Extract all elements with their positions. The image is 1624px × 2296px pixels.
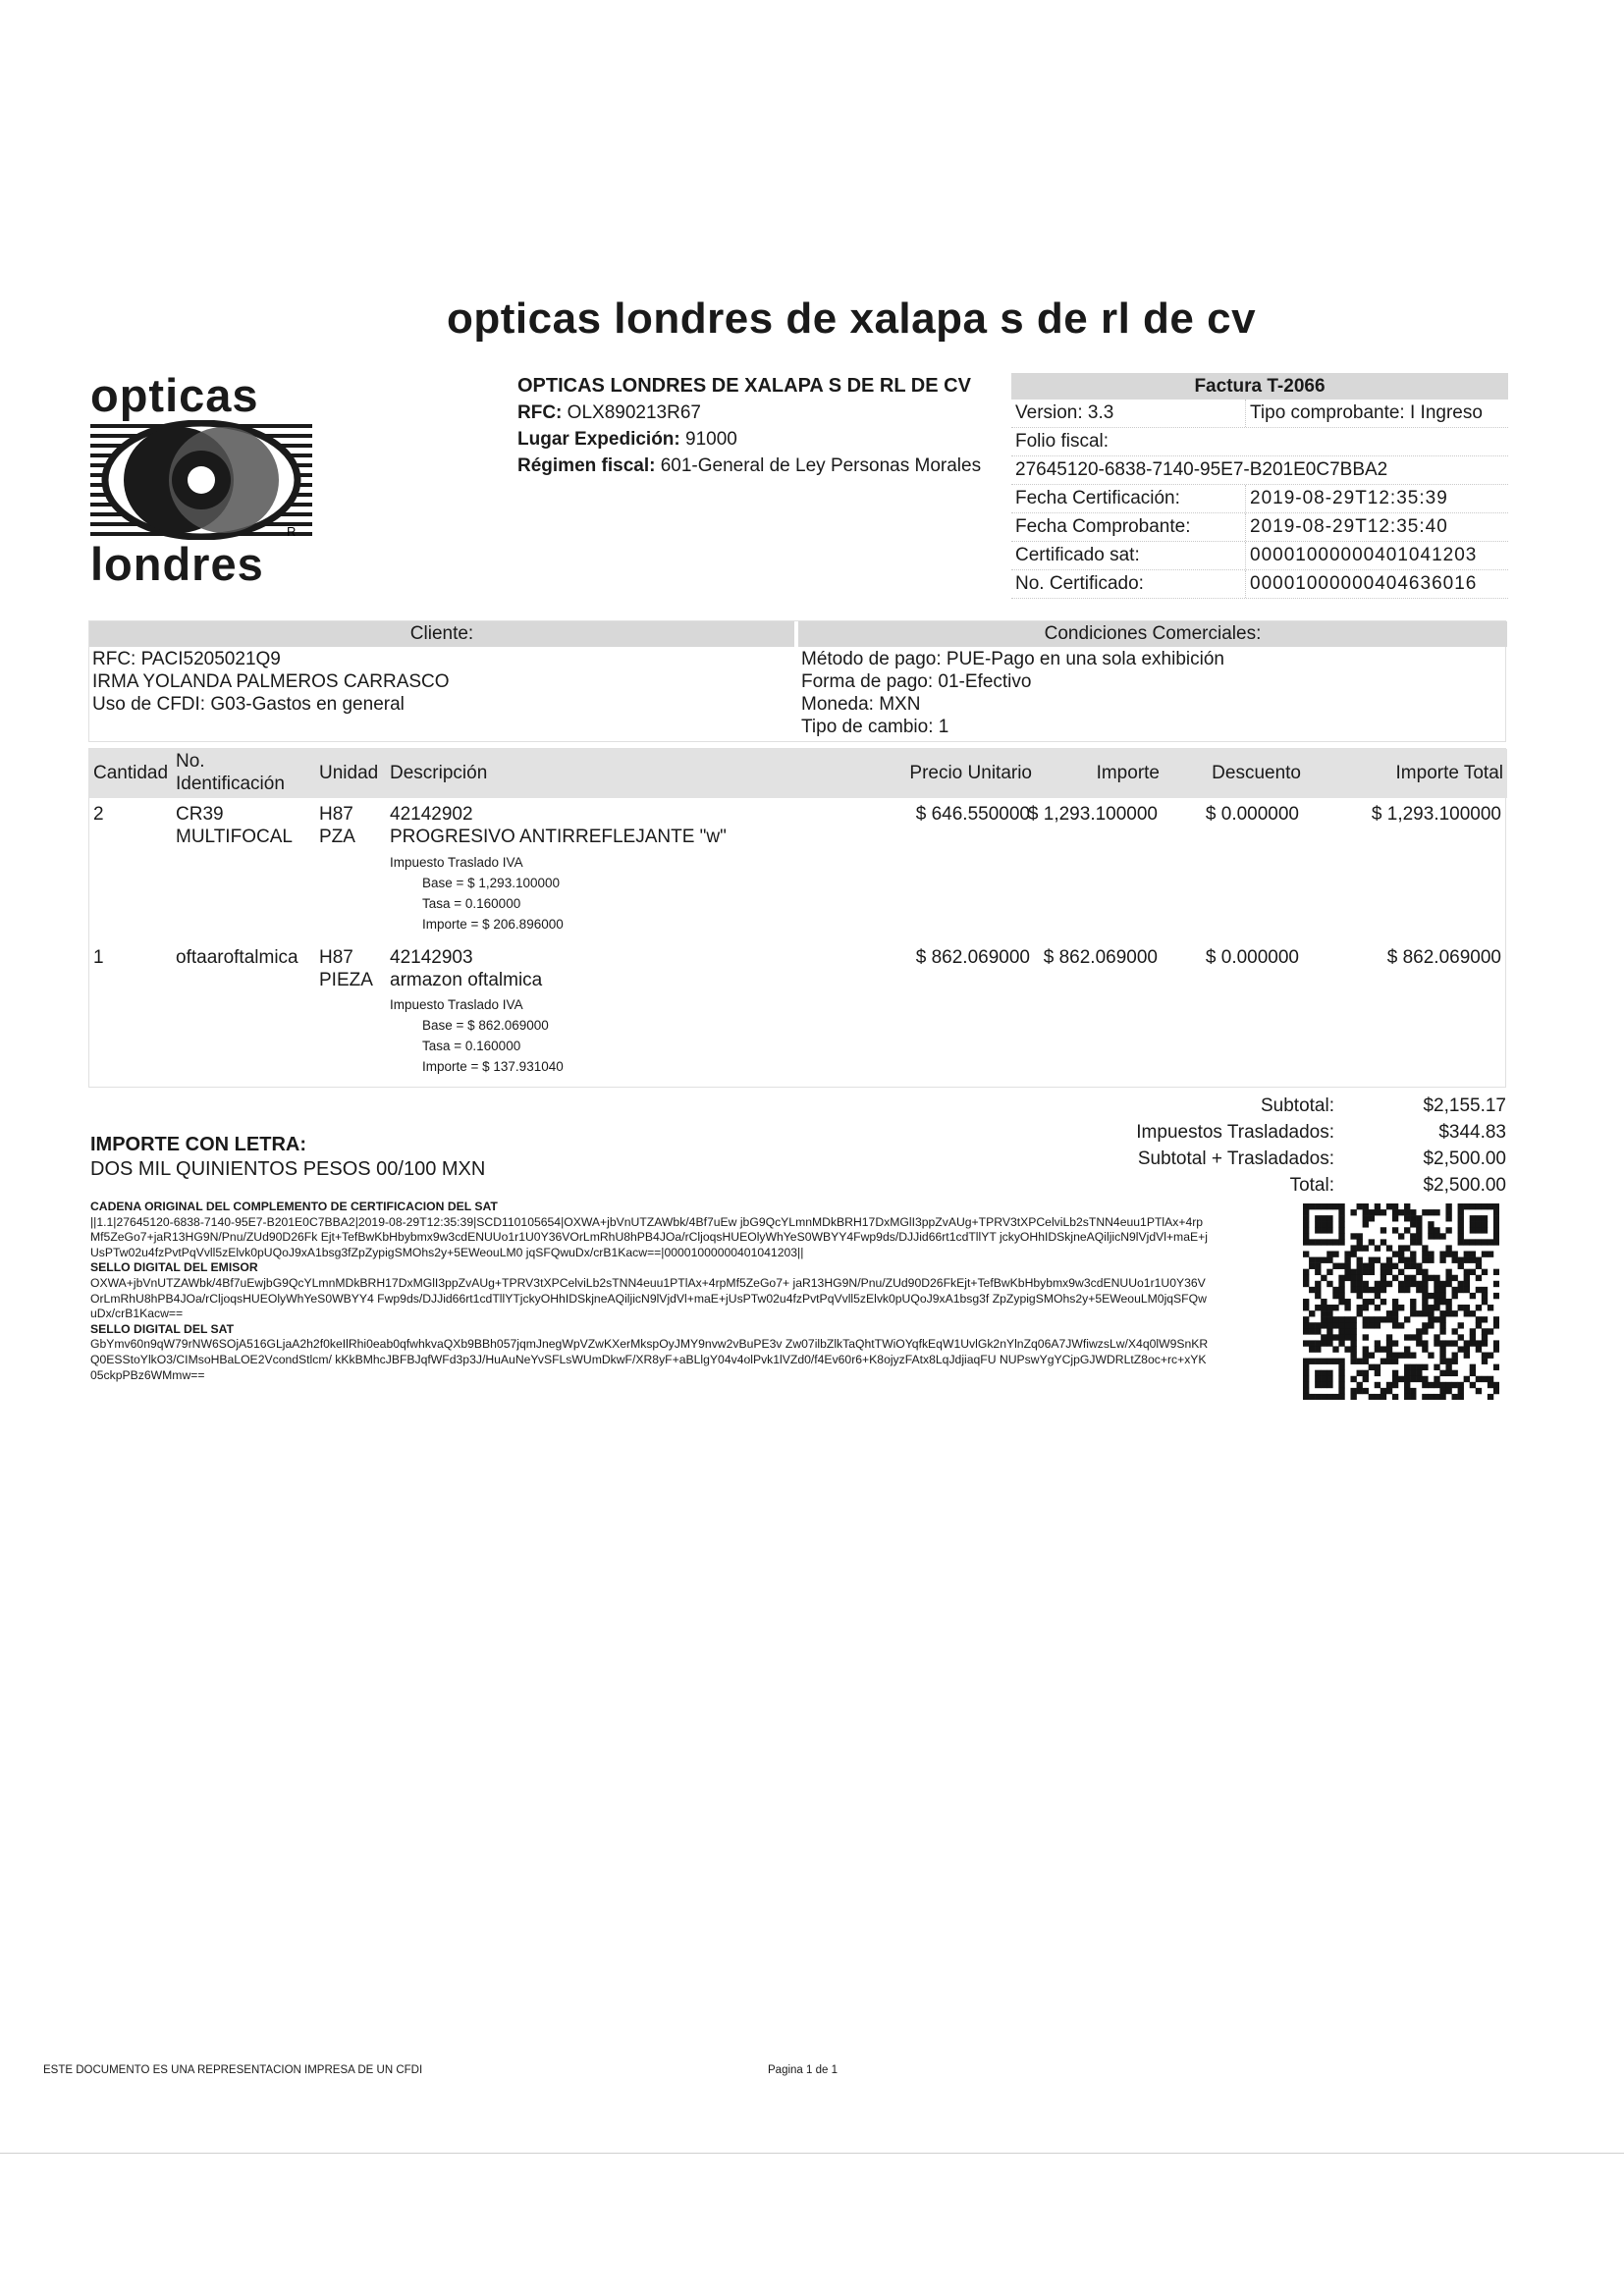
item-precio: $ 646.550000 xyxy=(915,804,1030,825)
total-row: Impuestos Trasladados: $344.83 xyxy=(1136,1122,1506,1143)
cadena-value: ||1.1|27645120-6838-7140-95E7-B201E0C7BBA2|2019-08-29T12:35:39|SCD110105654|OXWA+jbVnUTZAWbk/4Bf7uEw jbG9QcYLmnMDkBRH17DxMGlI3ppZvAUg+TPRV3tXPCelviLb2sTNN4euu1PTlAx+4rpMf5ZeGo7+jaR13HG9N/Pnu/ZUd90D26Fk Ejt+TefBwKbHbybmx9w3cdENUUo1r1U0Y36VOrLmRhU8hPB4JOa/rCljoqsHUEOlyWhYeS0WBYY4Fwp9ds/DJJid66rt1cdTllYT jckyOHhIDSkjneAQiljicN9lVjdVl+maE+jUsPTw02u4fzPvtPqVvll5zElvk0pUQoJ9xA1bsg3fZpZypigSMOhs2y+5EWeouLM0 jqSFQwuDx/crB1Kacw==|00001000000401041203|| xyxy=(90,1214,1208,1259)
col-importe: Importe xyxy=(1096,763,1160,783)
item-total: $ 862.069000 xyxy=(1386,947,1501,968)
totals-block xyxy=(1020,1093,1506,1199)
item-descripcion: 42142902 PROGRESIVO ANTIRREFLEJANTE "w" xyxy=(390,804,727,847)
item-id: oftaaroftalmica xyxy=(176,947,298,968)
moneda: Moneda: MXN xyxy=(801,694,921,715)
item-tax: Impuesto Traslado IVA Base = $ 1,293.100000 Tasa = 0.160000 Importe = $ 206.896000 xyxy=(390,855,564,932)
col-unidad: Unidad xyxy=(319,763,379,783)
qr-code-icon xyxy=(1303,1203,1499,1400)
item-cantidad: 1 xyxy=(93,947,104,968)
item-descuento: $ 0.000000 xyxy=(1205,804,1299,825)
condiciones-header: Condiciones Comerciales: xyxy=(798,621,1507,647)
folio-value: 27645120-6838-7140-95E7-B201E0C7BBA2 xyxy=(1011,456,1508,485)
metodo-pago: Método de pago: PUE-Pago en una sola exhibición xyxy=(801,649,1224,669)
item-descuento: $ 0.000000 xyxy=(1205,947,1299,968)
condiciones-details xyxy=(801,648,1224,738)
factura-box xyxy=(1011,373,1508,599)
col-no-id-1: No. xyxy=(176,751,205,772)
page-title: opticas londres de xalapa s de rl de cv xyxy=(447,294,1257,343)
item-unidad: H87 PIEZA xyxy=(319,947,373,990)
logo-eye-icon xyxy=(90,420,312,540)
item-id: CR39 MULTIFOCAL xyxy=(176,804,293,847)
factura-row: No. Certificado: 00001000000404636016 xyxy=(1011,570,1508,599)
sello-emisor-label: SELLO DIGITAL DEL EMISOR xyxy=(90,1260,258,1275)
sat-seals xyxy=(90,1200,1210,1383)
col-descuento: Descuento xyxy=(1212,763,1301,783)
cliente-condiciones-box xyxy=(88,620,1506,742)
item-importe: $ 1,293.100000 xyxy=(1027,804,1158,825)
col-no-id-2: Identificación xyxy=(176,774,285,794)
col-precio: Precio Unitario xyxy=(909,763,1032,783)
footer-disclaimer: ESTE DOCUMENTO ES UNA REPRESENTACION IMPRESA DE UN CFDI xyxy=(43,2064,423,2076)
total-row: Total: $2,500.00 xyxy=(1289,1175,1506,1196)
col-cantidad: Cantidad xyxy=(93,763,169,783)
emisor-name: OPTICAS LONDRES DE XALAPA S DE RL DE CV xyxy=(517,375,971,397)
emisor-block xyxy=(517,373,981,479)
logo-bottom-word: londres xyxy=(90,538,264,590)
sello-sat-value: GbYmv60n9qW79rNW6SOjA516GLjaA2h2f0keIlRhi0eab0qfwhkvaQXb9BBh057jqmJnegWpVZwKXerMkspOyJMY9nvw2vBuPE3v Zw07ilbZlkTaQhtTWiOYqfkEqW1UvlGk2nYlnZq06A7JWfiwzsLw/X4q0lW9SnKRQ0ESStoYlkO3/CIMsoHBaLOE2VcondStlcm/ kKkBMhcJBFBJqfWFd3p3J/HuAuNeYvSFLsWUmDkwF/XR8yF+aBLlgY04v4olPvk1lVZd0/f4Ev60r6+K8ojyzFAtx8LqJdjiaqFU NUPswYgYCjpGJWDRLtZ8oc+rc+xYK05ckpPBz6WMmw== xyxy=(90,1337,1209,1382)
cliente-rfc: RFC: PACI5205021Q9 xyxy=(92,649,281,669)
item-importe: $ 862.069000 xyxy=(1043,947,1158,968)
factura-tipo: Tipo comprobante: I Ingreso xyxy=(1245,400,1508,427)
total-row: Subtotal + Trasladados: $2,500.00 xyxy=(1137,1148,1506,1169)
item-tax: Impuesto Traslado IVA Base = $ 862.069000 Tasa = 0.160000 Importe = $ 137.931040 xyxy=(390,997,564,1074)
item-precio: $ 862.069000 xyxy=(915,947,1030,968)
cliente-details xyxy=(92,648,450,716)
importe-letra-label: IMPORTE CON LETRA: xyxy=(90,1134,306,1155)
folio-label: Folio fiscal: xyxy=(1011,428,1508,456)
footer-page-number: Pagina 1 de 1 xyxy=(768,2064,838,2076)
item-total: $ 1,293.100000 xyxy=(1371,804,1501,825)
company-logo xyxy=(90,371,312,592)
items-table xyxy=(88,748,1506,1088)
cliente-name: IRMA YOLANDA PALMEROS CARRASCO xyxy=(92,671,450,692)
total-row: Subtotal: $2,155.17 xyxy=(1261,1095,1506,1116)
item-cantidad: 2 xyxy=(93,804,104,825)
cadena-label: CADENA ORIGINAL DEL COMPLEMENTO DE CERTIFICACION DEL SAT xyxy=(90,1200,498,1213)
tipo-cambio: Tipo de cambio: 1 xyxy=(801,717,949,737)
importe-letra-value: DOS MIL QUINIENTOS PESOS 00/100 MXN xyxy=(90,1158,486,1180)
factura-title: Factura T-2066 xyxy=(1011,373,1508,400)
logo-registered-mark: R xyxy=(287,524,297,539)
footer-divider xyxy=(0,2153,1624,2154)
sello-sat-label: SELLO DIGITAL DEL SAT xyxy=(90,1321,235,1336)
emisor-lugar-line: Lugar Expedición: 91000 xyxy=(517,429,737,450)
forma-pago: Forma de pago: 01-Efectivo xyxy=(801,671,1032,692)
factura-row: Fecha Certificación: 2019-08-29T12:35:39 xyxy=(1011,485,1508,513)
items-header xyxy=(89,749,1507,798)
emisor-rfc-line: RFC: OLX890213R67 xyxy=(517,402,701,423)
item-unidad: H87 PZA xyxy=(319,804,355,847)
factura-row: Fecha Comprobante: 2019-08-29T12:35:40 xyxy=(1011,513,1508,542)
item-descripcion: 42142903 armazon oftalmica xyxy=(390,947,543,990)
col-descripcion: Descripción xyxy=(390,763,488,783)
logo-top-word: opticas xyxy=(90,369,259,421)
factura-version: Version: 3.3 xyxy=(1015,402,1114,423)
sello-emisor-value: OXWA+jbVnUTZAWbk/4Bf7uEwjbG9QcYLmnMDkBRH17DxMGlI3ppZvAUg+TPRV3tXPCelviLb2sTNN4euu1PTlAx+4rpMf5ZeGo7+ jaR13HG9N/Pnu/ZUd90D26FkEjt+TefBwKbHbybmx9w3cdENUUo1r1U0Y36VOrLmRhU8hPB4JOa/rCljoqsHUEOlyWhYeS0WBYY4 Fwp9ds/DJJid66rt1cdTllYTjckyOHhIDSkjneAQiljicN9lVjdVl+maE+jUsPTw02u4fzPvtPqVvll5zElvk0pUQoJ9xA1bsg3f ZpZypigSMOhs2y+5EWeouLM0jqSFQwuDx/crB1Kacw== xyxy=(90,1275,1207,1321)
emisor-regimen-line: Régimen fiscal: 601-General de Ley Personas Morales xyxy=(517,455,982,476)
factura-row: Certificado sat: 00001000000401041203 xyxy=(1011,542,1508,570)
col-total: Importe Total xyxy=(1395,763,1503,783)
cliente-header: Cliente: xyxy=(89,621,794,647)
cliente-uso: Uso de CFDI: G03-Gastos en general xyxy=(92,694,405,715)
